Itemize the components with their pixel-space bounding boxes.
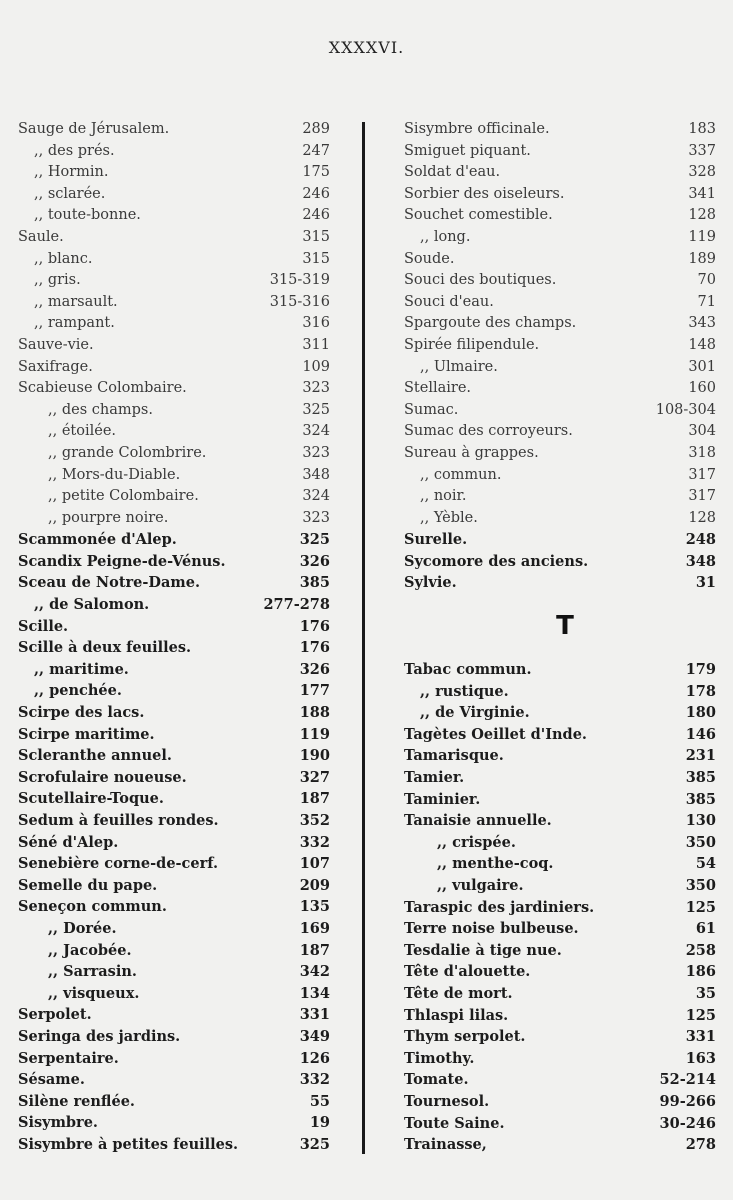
index-entry xyxy=(404,1005,716,1027)
entry-name: Tamier. xyxy=(404,769,465,787)
entry-name: Sauge de Jérusalem. xyxy=(18,121,170,137)
index-entry xyxy=(18,616,330,638)
entry-page: 126 xyxy=(299,1049,330,1067)
index-entry xyxy=(18,918,330,940)
index-entry xyxy=(18,853,330,875)
entry-name: ,, de Salomon. xyxy=(34,596,150,614)
entry-name: Serpentaire. xyxy=(18,1049,119,1067)
entry-page: 246 xyxy=(302,207,330,224)
entry-name: ,, crispée. xyxy=(437,833,516,851)
index-entry xyxy=(18,335,330,357)
entry-name: Tanaisie annuelle. xyxy=(404,812,552,830)
entry-name: ,, menthe-coq. xyxy=(437,855,554,873)
index-entry xyxy=(404,810,716,832)
entry-page: 125 xyxy=(685,1006,716,1024)
entry-page: 301 xyxy=(688,358,716,375)
index-entry xyxy=(404,119,716,141)
entry-page: 331 xyxy=(685,1028,716,1046)
entry-name: Tamarisque. xyxy=(404,747,504,765)
entry-name: ,, vulgaire. xyxy=(437,877,524,894)
entry-page: 325 xyxy=(299,1135,330,1153)
index-entry xyxy=(18,745,330,767)
entry-name: Smiguet piquant. xyxy=(404,142,531,159)
entry-page: 348 xyxy=(685,552,716,570)
entry-name: Scille. xyxy=(18,617,69,635)
entry-name: Sedum à feuilles rondes. xyxy=(18,812,219,829)
index-entry xyxy=(404,681,716,703)
index-entry xyxy=(404,1113,716,1135)
index-entry xyxy=(404,443,716,465)
entry-name: ,, pourpre noire. xyxy=(48,509,169,526)
entry-page: 146 xyxy=(685,725,716,743)
entry-page: 128 xyxy=(688,207,716,224)
index-entry xyxy=(404,918,716,940)
entry-page: 315-316 xyxy=(269,293,330,310)
entry-page: 311 xyxy=(302,336,330,353)
entry-page: 148 xyxy=(688,336,716,353)
index-entry xyxy=(404,292,716,314)
index-column-left xyxy=(18,119,330,1156)
index-entry xyxy=(404,1048,716,1070)
entry-page: 190 xyxy=(299,747,330,765)
entry-name: Scandix Peigne-de-Vénus. xyxy=(18,552,226,570)
entry-name: ,, rampant. xyxy=(34,315,115,332)
entry-name: Scleranthe annuel. xyxy=(18,747,172,765)
entry-name: Saule. xyxy=(18,228,64,245)
index-entry xyxy=(404,832,716,854)
entry-name: Sumac des corroyeurs. xyxy=(404,423,573,440)
entry-page: 328 xyxy=(688,164,716,181)
entry-name: Toute Saine. xyxy=(404,1114,505,1132)
index-entry xyxy=(18,443,330,465)
index-entry xyxy=(18,184,330,206)
entry-name: ,, commun. xyxy=(420,466,502,483)
entry-name: ,, maritime. xyxy=(34,660,129,678)
index-entry xyxy=(18,940,330,962)
index-entry xyxy=(18,680,330,702)
entry-page: 209 xyxy=(299,876,330,894)
index-entry xyxy=(18,702,330,724)
entry-name: Souci des boutiques. xyxy=(404,272,557,289)
entry-name: Terre noise bulbeuse. xyxy=(404,920,579,938)
index-entry xyxy=(404,1134,716,1156)
entry-page: 187 xyxy=(299,941,330,959)
index-entry xyxy=(404,767,716,789)
entry-page: 107 xyxy=(299,855,330,873)
entry-name: Sauve-vie. xyxy=(18,336,94,353)
entry-page: 325 xyxy=(299,531,330,549)
index-entry xyxy=(18,659,330,681)
index-entry xyxy=(18,767,330,789)
entry-page: 99-266 xyxy=(659,1092,716,1110)
entry-page: 54 xyxy=(695,855,716,873)
entry-name: Silène renflée. xyxy=(18,1092,135,1110)
entry-page: 30-246 xyxy=(659,1114,716,1132)
entry-name: Sylvie. xyxy=(404,574,457,592)
entry-page: 187 xyxy=(299,790,330,808)
section-letter: T xyxy=(556,611,574,642)
entry-page: 248 xyxy=(685,531,716,549)
entry-page: 119 xyxy=(688,228,716,245)
index-entry xyxy=(18,508,330,530)
entry-name: ,, Yèble. xyxy=(420,509,478,526)
entry-page: 35 xyxy=(695,984,716,1002)
entry-name: ,, étoilée. xyxy=(48,423,117,440)
entry-name: Sisymbre officinale. xyxy=(404,121,550,137)
index-entry xyxy=(404,378,716,400)
entry-name: Taraspic des jardiniers. xyxy=(404,898,595,916)
entry-page: 323 xyxy=(302,444,330,461)
entry-page: 246 xyxy=(302,185,330,202)
entry-name: Scirpe maritime. xyxy=(18,725,155,743)
index-entry xyxy=(404,702,716,724)
index-entry xyxy=(404,270,716,292)
entry-name: Souchet comestible. xyxy=(404,207,553,224)
entry-name: Sceau de Notre-Dame. xyxy=(18,574,201,592)
index-entry xyxy=(18,594,330,616)
index-entry xyxy=(18,529,330,551)
index-list-t xyxy=(404,659,716,1156)
entry-page: 350 xyxy=(685,877,716,894)
entry-page: 342 xyxy=(299,963,330,981)
index-entry xyxy=(18,421,330,443)
index-entry xyxy=(18,1026,330,1048)
entry-name: Thym serpolet. xyxy=(404,1028,526,1046)
entry-name: ,, des prés. xyxy=(34,142,115,159)
entry-page: 337 xyxy=(688,142,716,159)
entry-name: Tête de mort. xyxy=(404,984,513,1002)
page-header: XXXXVI. xyxy=(328,38,405,57)
entry-page: 160 xyxy=(688,380,716,397)
index-entry xyxy=(18,292,330,314)
index-entry xyxy=(404,421,716,443)
index-column-right xyxy=(404,119,716,1156)
entry-page: 332 xyxy=(299,833,330,851)
entry-name: ,, noir. xyxy=(420,488,467,505)
index-entry xyxy=(18,788,330,810)
entry-page: 343 xyxy=(688,315,716,332)
entry-name: Scutellaire-Toque. xyxy=(18,790,164,808)
entry-name: Seringa des jardins. xyxy=(18,1027,181,1045)
entry-page: 31 xyxy=(695,574,716,592)
entry-name: Séné d'Alep. xyxy=(18,833,119,851)
entry-page: 323 xyxy=(302,509,330,526)
index-entry xyxy=(18,551,330,573)
index-entry xyxy=(404,875,716,897)
entry-page: 277-278 xyxy=(263,596,330,614)
index-entry xyxy=(404,961,716,983)
entry-page: 177 xyxy=(299,682,330,700)
entry-name: Tête d'alouette. xyxy=(404,963,531,981)
entry-name: Thlaspi lilas. xyxy=(404,1006,509,1024)
index-entry xyxy=(404,357,716,379)
entry-name: Timothy. xyxy=(404,1049,475,1067)
entry-name: ,, blanc. xyxy=(34,250,93,267)
entry-page: 176 xyxy=(299,617,330,635)
entry-name: ,, toute-bonne. xyxy=(34,207,141,224)
index-entry xyxy=(18,832,330,854)
entry-page: 317 xyxy=(688,466,716,483)
entry-page: 179 xyxy=(685,661,716,679)
entry-name: Scabieuse Colombaire. xyxy=(18,380,187,397)
entry-name: ,, grande Colombrire. xyxy=(48,444,207,461)
entry-name: Spirée filipendule. xyxy=(404,336,540,353)
entry-name: Seneçon commun. xyxy=(18,898,167,916)
entry-name: Spargoute des champs. xyxy=(404,315,577,332)
index-entry xyxy=(404,508,716,530)
index-entry xyxy=(18,1069,330,1091)
index-entry xyxy=(18,141,330,163)
index-entry xyxy=(18,205,330,227)
entry-name: Scirpe des lacs. xyxy=(18,704,145,722)
index-entry xyxy=(18,572,330,594)
entry-name: ,, Mors-du-Diable. xyxy=(48,466,181,483)
entry-name: Senebière corne-de-cerf. xyxy=(18,855,219,873)
entry-page: 70 xyxy=(697,272,716,289)
index-entry xyxy=(18,1004,330,1026)
entry-page: 327 xyxy=(299,768,330,786)
index-entry xyxy=(18,162,330,184)
entry-page: 323 xyxy=(302,380,330,397)
entry-page: 175 xyxy=(302,164,330,181)
entry-page: 176 xyxy=(299,639,330,657)
entry-name: ,, de Virginie. xyxy=(420,704,530,722)
index-entry xyxy=(404,227,716,249)
index-entry xyxy=(18,810,330,832)
index-entry xyxy=(18,1048,330,1070)
entry-name: Sumac. xyxy=(404,401,459,418)
entry-name: Sorbier des oiseleurs. xyxy=(404,185,565,202)
entry-name: Souci d'eau. xyxy=(404,293,494,310)
entry-name: ,, gris. xyxy=(34,272,81,289)
index-entry xyxy=(404,572,716,594)
index-entry xyxy=(404,400,716,422)
index-entry xyxy=(18,1091,330,1113)
entry-page: 61 xyxy=(695,920,716,938)
index-entry xyxy=(404,1026,716,1048)
entry-page: 341 xyxy=(688,185,716,202)
entry-name: Scille à deux feuilles. xyxy=(18,639,192,657)
index-entry xyxy=(404,745,716,767)
entry-page: 278 xyxy=(685,1136,716,1154)
entry-name: ,, marsault. xyxy=(34,293,118,310)
index-entry xyxy=(18,961,330,983)
entry-page: 163 xyxy=(685,1049,716,1067)
entry-name: Stellaire. xyxy=(404,380,472,397)
index-entry xyxy=(404,529,716,551)
entry-name: Soude. xyxy=(404,250,455,267)
index-entry xyxy=(404,551,716,573)
index-entry xyxy=(404,1069,716,1091)
entry-name: ,, Ulmaire. xyxy=(420,358,498,375)
entry-page: 385 xyxy=(685,790,716,808)
entry-name: Sycomore des anciens. xyxy=(404,552,589,570)
entry-page: 180 xyxy=(685,704,716,722)
index-entry xyxy=(18,875,330,897)
index-entry xyxy=(18,227,330,249)
index-entry xyxy=(404,335,716,357)
index-entry xyxy=(404,659,716,681)
entry-name: ,, Sarrasin. xyxy=(48,963,137,981)
entry-page: 331 xyxy=(299,1006,330,1024)
entry-name: Sisymbre. xyxy=(18,1114,98,1132)
index-entry xyxy=(18,313,330,335)
entry-name: Semelle du pape. xyxy=(18,876,158,894)
entry-page: 125 xyxy=(685,898,716,916)
entry-page: 52-214 xyxy=(659,1071,716,1089)
entry-name: Tabac commun. xyxy=(404,661,532,679)
index-entry xyxy=(18,119,330,141)
entry-page: 128 xyxy=(688,509,716,526)
index-entry xyxy=(18,1134,330,1156)
entry-name: Taminier. xyxy=(404,790,481,808)
entry-name: ,, Dorée. xyxy=(48,919,117,937)
index-entry xyxy=(18,983,330,1005)
entry-name: ,, long. xyxy=(420,228,471,245)
entry-page: 324 xyxy=(302,488,330,505)
entry-page: 183 xyxy=(688,121,716,137)
entry-page: 109 xyxy=(302,358,330,375)
entry-name: Tournesol. xyxy=(404,1092,490,1110)
index-entry xyxy=(404,465,716,487)
entry-page: 231 xyxy=(685,747,716,765)
entry-page: 108-304 xyxy=(655,401,716,418)
index-entry xyxy=(18,1112,330,1134)
entry-page: 332 xyxy=(299,1071,330,1089)
entry-name: ,, Hormin. xyxy=(34,164,109,181)
entry-page: 352 xyxy=(299,812,330,829)
index-entry xyxy=(18,724,330,746)
index-entry xyxy=(404,141,716,163)
entry-page: 135 xyxy=(299,898,330,916)
index-entry xyxy=(18,465,330,487)
entry-name: Tesdalie à tige nue. xyxy=(404,941,562,959)
entry-page: 134 xyxy=(299,984,330,1002)
entry-name: Scrofulaire noueuse. xyxy=(18,768,187,786)
entry-name: ,, visqueux. xyxy=(48,984,140,1002)
entry-page: 186 xyxy=(685,963,716,981)
index-entry xyxy=(18,378,330,400)
entry-page: 385 xyxy=(685,769,716,787)
index-entry xyxy=(404,897,716,919)
entry-name: Sisymbre à petites feuilles. xyxy=(18,1135,239,1153)
entry-page: 315 xyxy=(302,228,330,245)
entry-page: 289 xyxy=(302,121,330,137)
entry-page: 318 xyxy=(688,444,716,461)
index-entry xyxy=(404,853,716,875)
index-entry xyxy=(18,249,330,271)
entry-name: Serpolet. xyxy=(18,1006,92,1024)
entry-page: 119 xyxy=(299,725,330,743)
index-entry xyxy=(404,940,716,962)
entry-name: ,, penchée. xyxy=(34,682,122,700)
entry-name: Trainasse, xyxy=(404,1136,487,1154)
entry-name: ,, des champs. xyxy=(48,401,153,418)
entry-page: 324 xyxy=(302,423,330,440)
entry-name: Scammonée d'Alep. xyxy=(18,531,177,549)
entry-name: Saxifrage. xyxy=(18,358,93,375)
entry-page: 247 xyxy=(302,142,330,159)
index-entry xyxy=(404,313,716,335)
entry-page: 326 xyxy=(299,552,330,570)
entry-page: 315-319 xyxy=(269,272,330,289)
index-entry xyxy=(18,270,330,292)
entry-name: Tagètes Oeillet d'Inde. xyxy=(404,725,587,743)
index-entry xyxy=(18,486,330,508)
entry-page: 188 xyxy=(299,704,330,722)
entry-page: 130 xyxy=(685,812,716,830)
index-list-s xyxy=(404,119,716,594)
entry-name: Tomate. xyxy=(404,1071,469,1089)
index-entry xyxy=(18,896,330,918)
entry-name: ,, Jacobée. xyxy=(48,941,132,959)
index-entry xyxy=(18,357,330,379)
entry-page: 189 xyxy=(688,250,716,267)
index-entry xyxy=(18,400,330,422)
index-entry xyxy=(404,789,716,811)
index-entry xyxy=(404,162,716,184)
entry-page: 304 xyxy=(688,423,716,440)
entry-page: 315 xyxy=(302,250,330,267)
index-entry xyxy=(404,486,716,508)
entry-name: ,, rustique. xyxy=(420,682,509,700)
entry-name: Sureau à grappes. xyxy=(404,444,539,461)
entry-page: 19 xyxy=(309,1114,330,1132)
entry-page: 71 xyxy=(697,293,716,310)
entry-name: Soldat d'eau. xyxy=(404,164,501,181)
entry-page: 55 xyxy=(309,1092,330,1110)
entry-page: 325 xyxy=(302,401,330,418)
index-entry xyxy=(404,184,716,206)
entry-page: 178 xyxy=(685,682,716,700)
entry-page: 326 xyxy=(299,660,330,678)
entry-name: ,, petite Colombaire. xyxy=(48,488,199,505)
index-entry xyxy=(404,249,716,271)
index-entry xyxy=(404,983,716,1005)
index-entry xyxy=(404,724,716,746)
entry-page: 258 xyxy=(685,941,716,959)
index-entry xyxy=(18,637,330,659)
entry-name: Surelle. xyxy=(404,531,468,549)
entry-page: 385 xyxy=(299,574,330,592)
entry-page: 349 xyxy=(299,1027,330,1045)
entry-page: 169 xyxy=(299,919,330,937)
index-entry xyxy=(404,205,716,227)
entry-name: ,, sclarée. xyxy=(34,185,106,202)
entry-page: 348 xyxy=(302,466,330,483)
column-divider xyxy=(362,122,365,1154)
index-entry xyxy=(404,1091,716,1113)
entry-page: 316 xyxy=(302,315,330,332)
entry-page: 350 xyxy=(685,833,716,851)
entry-name: Sésame. xyxy=(18,1071,85,1089)
entry-page: 317 xyxy=(688,488,716,505)
